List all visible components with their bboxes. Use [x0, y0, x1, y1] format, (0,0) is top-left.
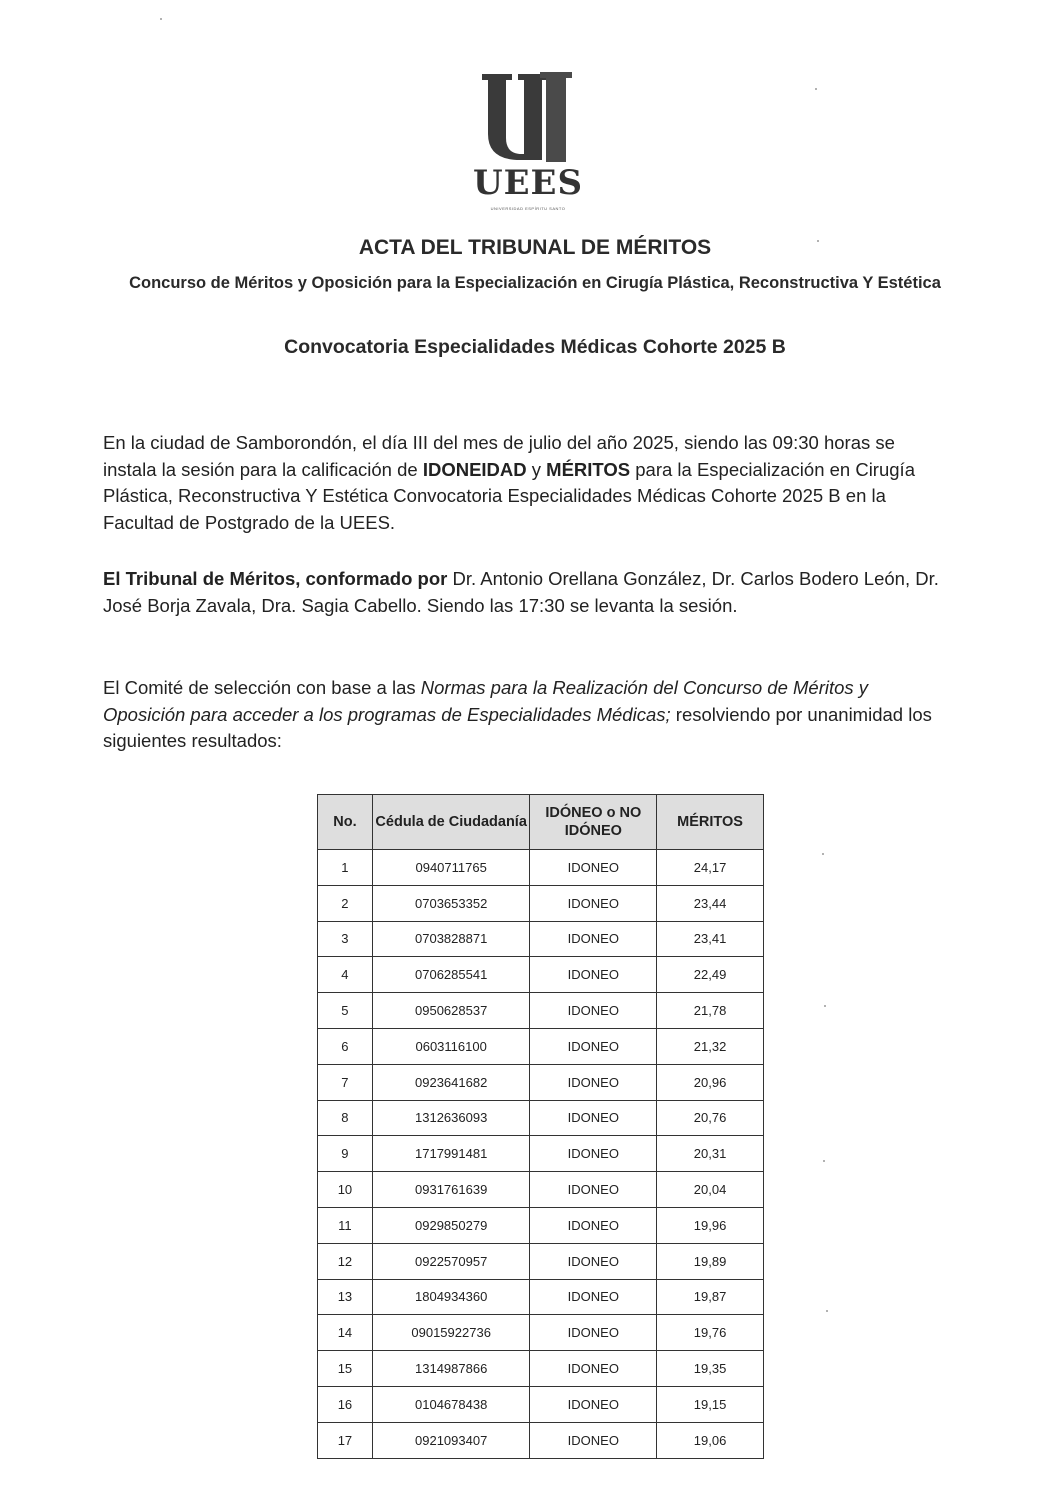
table-row — [318, 1243, 764, 1279]
cell-no: 4 — [318, 957, 373, 993]
cell-estado: IDONEO — [530, 1422, 657, 1458]
cell-meritos: 20,31 — [657, 1136, 764, 1172]
cell-no: 13 — [318, 1279, 373, 1315]
idoneidad-bold: IDONEIDAD — [422, 458, 527, 480]
cell-no: 3 — [318, 921, 373, 957]
cell-cedula: 0950628537 — [372, 993, 530, 1029]
scan-speck — [817, 240, 819, 242]
cell-estado: IDONEO — [530, 921, 657, 957]
cell-no: 11 — [318, 1207, 373, 1243]
cell-no: 8 — [318, 1100, 373, 1136]
header-idoneo: IDÓNEO o NO IDÓNEO — [530, 795, 657, 850]
cell-meritos: 19,06 — [657, 1422, 764, 1458]
cell-cedula: 0703828871 — [372, 921, 530, 957]
cell-estado: IDONEO — [530, 1386, 657, 1422]
cell-meritos: 20,04 — [657, 1172, 764, 1208]
results-table — [317, 794, 764, 1459]
cell-cedula: 0706285541 — [372, 957, 530, 993]
table-row — [318, 885, 764, 921]
scan-speck — [822, 853, 824, 855]
cell-estado: IDONEO — [530, 993, 657, 1029]
cell-meritos: 20,96 — [657, 1064, 764, 1100]
table-row — [318, 1207, 764, 1243]
cell-cedula: 0921093407 — [372, 1422, 530, 1458]
cell-cedula: 1314987866 — [372, 1351, 530, 1387]
cell-estado: IDONEO — [530, 1100, 657, 1136]
table-row — [318, 1172, 764, 1208]
comite-text-2: resolviendo por unanimidad los siguientes resultados: — [103, 703, 932, 751]
tribunal-paragraph — [103, 566, 953, 619]
cell-no: 15 — [318, 1351, 373, 1387]
table-row — [318, 957, 764, 993]
cell-cedula: 0923641682 — [372, 1064, 530, 1100]
cell-no: 1 — [318, 850, 373, 886]
cell-meritos: 19,96 — [657, 1207, 764, 1243]
cell-cedula: 1804934360 — [372, 1279, 530, 1315]
cell-no: 9 — [318, 1136, 373, 1172]
document-title: ACTA DEL TRIBUNAL DE MÉRITOS — [358, 236, 712, 259]
cell-no: 14 — [318, 1315, 373, 1351]
cell-meritos: 19,35 — [657, 1351, 764, 1387]
cell-meritos: 19,89 — [657, 1243, 764, 1279]
cell-meritos: 22,49 — [657, 957, 764, 993]
cell-estado: IDONEO — [530, 1243, 657, 1279]
session-text-3: para la Especialización en Cirugía Plástica, Reconstructiva Y Estética Convocatoria Especialidades Médicas Cohorte 2025 B en la Facultad de Postgrado de la UEES. — [103, 458, 915, 533]
cell-cedula: 1717991481 — [372, 1136, 530, 1172]
session-paragraph — [103, 430, 953, 536]
cell-estado: IDONEO — [530, 1136, 657, 1172]
cell-estado: IDONEO — [530, 1351, 657, 1387]
cell-estado: IDONEO — [530, 850, 657, 886]
cell-no: 2 — [318, 885, 373, 921]
cell-no: 17 — [318, 1422, 373, 1458]
cell-cedula: 09015922736 — [372, 1315, 530, 1351]
table-row — [318, 1422, 764, 1458]
table-row — [318, 1100, 764, 1136]
cell-no: 16 — [318, 1386, 373, 1422]
meritos-bold: MÉRITOS — [546, 458, 631, 480]
uees-u-emblem-icon — [468, 68, 588, 168]
table-row — [318, 921, 764, 957]
table-row — [318, 1315, 764, 1351]
cell-meritos: 19,15 — [657, 1386, 764, 1422]
cell-meritos: 19,76 — [657, 1315, 764, 1351]
table-row — [318, 993, 764, 1029]
table-row — [318, 850, 764, 886]
table-row — [318, 1064, 764, 1100]
convocatoria-heading: Convocatoria Especialidades Médicas Cohorte 2025 B — [284, 336, 786, 358]
cell-cedula: 0931761639 — [372, 1172, 530, 1208]
cell-estado: IDONEO — [530, 1172, 657, 1208]
comite-paragraph — [103, 675, 953, 755]
cell-cedula: 0929850279 — [372, 1207, 530, 1243]
scan-speck — [823, 1160, 825, 1162]
cell-estado: IDONEO — [530, 1064, 657, 1100]
scan-speck — [824, 1005, 826, 1007]
cell-meritos: 21,32 — [657, 1028, 764, 1064]
scan-speck — [815, 88, 817, 90]
logo-wordmark: UEES — [472, 163, 584, 203]
cell-meritos: 23,44 — [657, 885, 764, 921]
header-no: No. — [318, 795, 373, 850]
session-text-2: y — [526, 458, 547, 480]
cell-cedula: 1312636093 — [372, 1100, 530, 1136]
tribunal-bold: El Tribunal de Méritos, conformado por — [103, 568, 448, 589]
cell-estado: IDONEO — [530, 1279, 657, 1315]
cell-cedula: 0940711765 — [372, 850, 530, 886]
header-meritos: MÉRITOS — [657, 795, 764, 850]
cell-meritos: 24,17 — [657, 850, 764, 886]
cell-cedula: 0603116100 — [372, 1028, 530, 1064]
uees-logo — [468, 68, 588, 218]
scan-speck — [826, 1310, 828, 1312]
cell-cedula: 0104678438 — [372, 1386, 530, 1422]
logo-tagline: UNIVERSIDAD ESPÍRITU SANTO — [490, 206, 566, 211]
cell-meritos: 23,41 — [657, 921, 764, 957]
cell-meritos: 19,87 — [657, 1279, 764, 1315]
results-table-body — [318, 850, 764, 1459]
table-row — [318, 1028, 764, 1064]
table-row — [318, 1279, 764, 1315]
comite-text-1: El Comité de selección con base a las — [103, 677, 421, 698]
cell-cedula: 0703653352 — [372, 885, 530, 921]
cell-no: 7 — [318, 1064, 373, 1100]
cell-estado: IDONEO — [530, 1315, 657, 1351]
cell-estado: IDONEO — [530, 1028, 657, 1064]
cell-estado: IDONEO — [530, 1207, 657, 1243]
cell-estado: IDONEO — [530, 957, 657, 993]
cell-no: 5 — [318, 993, 373, 1029]
cell-no: 6 — [318, 1028, 373, 1064]
session-text-1: En la ciudad de Samborondón, el día III del mes de julio del año 2025, siendo las 09:30 horas se instala la sesión para la calificación de — [103, 432, 895, 480]
document-subtitle: Concurso de Méritos y Oposición para la Especialización en Cirugía Plástica, Reconstructiva Y Estética — [129, 274, 941, 292]
cell-cedula: 0922570957 — [372, 1243, 530, 1279]
table-row — [318, 1136, 764, 1172]
tribunal-text: Dr. Antonio Orellana González, Dr. Carlos Bodero León, Dr. José Borja Zavala, Dra. Sagia Cabello. Siendo las 17:30 se levanta la sesión. — [103, 568, 939, 616]
table-row — [318, 1351, 764, 1387]
cell-meritos: 20,76 — [657, 1100, 764, 1136]
normas-italic: Normas para la Realización del Concurso de Méritos y Oposición para acceder a los programas de Especialidades Médicas; — [103, 677, 869, 725]
cell-estado: IDONEO — [530, 885, 657, 921]
scan-speck — [160, 18, 162, 20]
cell-no: 12 — [318, 1243, 373, 1279]
table-row — [318, 1386, 764, 1422]
cell-no: 10 — [318, 1172, 373, 1208]
header-cedula: Cédula de Ciudadanía — [372, 795, 530, 850]
table-header-row — [318, 795, 764, 850]
cell-meritos: 21,78 — [657, 993, 764, 1029]
